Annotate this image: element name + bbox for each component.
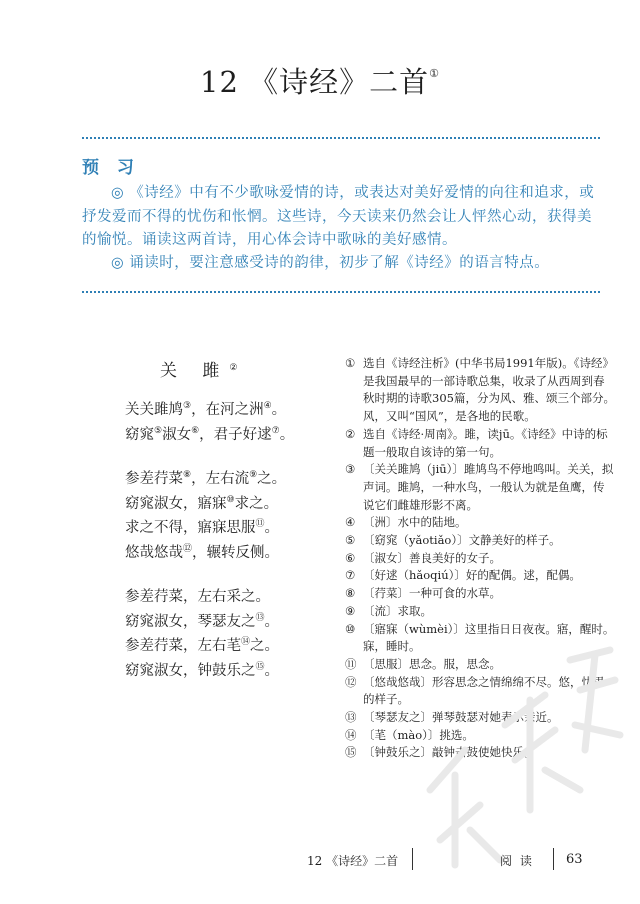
poem-line	[125, 423, 294, 444]
footnote	[345, 567, 615, 585]
footnote-ref: ⑨	[249, 470, 258, 480]
footnote-number: ⑮	[345, 745, 357, 760]
footnote	[345, 426, 615, 461]
footnote	[345, 355, 615, 426]
footnote-text: 〔关关雎鸠（jiū）〕雎鸠鸟不停地鸣叫。关关，拟声词。雎鸠，一种水鸟，一般认为就是鱼鹰，传说它们雌雄形影不离。	[363, 462, 614, 512]
poem-text: ，辗转反侧。	[192, 544, 280, 561]
footnote-ref: ⑦	[271, 425, 280, 436]
footnote-number: ⑦	[345, 568, 356, 583]
poem-text: 求之不得，寤寐思服	[125, 520, 256, 536]
footnote-ref: ⑤	[154, 425, 163, 436]
footnote-number: ⑧	[345, 586, 356, 601]
footnote-ref: ⑭	[241, 637, 251, 647]
footnote-number: ⑤	[345, 533, 356, 548]
poem-text: 参差荇菜，左右采之。	[125, 589, 270, 605]
footnote-number: ④	[345, 515, 356, 530]
footnote-number: ③	[345, 462, 356, 477]
footnote	[345, 532, 615, 550]
poem-text: 之。	[250, 638, 280, 654]
footnote-number: ⑪	[345, 656, 357, 671]
footnote-text: 〔流〕求取。	[363, 603, 432, 618]
footnote-number: ⑬	[345, 710, 357, 725]
footnote-ref: ⑧	[183, 470, 192, 480]
divider-bottom	[82, 291, 600, 293]
page-number: 63	[566, 852, 583, 867]
footnote-text: 〔窈窕（yǎotiǎo）〕文静美好的样子。	[363, 533, 561, 548]
poem-text: 。	[264, 613, 280, 630]
footnote-ref: ⑩	[226, 494, 235, 505]
footer-separator	[412, 848, 413, 870]
footnote-text: 〔悠哉悠哉〕形容思念之情绵绵不尽。悠，忧思的样子。	[363, 674, 605, 707]
title-note-ref: ①	[429, 67, 440, 81]
footnote-text: 〔钟鼓乐之〕敲钟击鼓使她快乐。	[363, 745, 536, 760]
poem-line	[125, 634, 279, 655]
footnote-text: 选自《诗经·周南》。雎，读jū。《诗经》中诗的标题一般取自该诗的第一句。	[363, 426, 608, 459]
preview-heading: 预 习	[82, 158, 140, 178]
poem-text: ，左右流	[191, 471, 250, 487]
footnote-text: 〔寤寐（wùmèi）〕这里指日日夜夜。寤，醒时。寐，睡时。	[363, 621, 615, 654]
footnote-ref: ⑪	[255, 519, 265, 529]
footnote-ref: ⑬	[255, 612, 265, 623]
footnote-number: ①	[345, 356, 356, 370]
footnote-number: ⑨	[345, 603, 356, 618]
poem-line	[125, 585, 270, 606]
poem-text: 求之。	[234, 495, 279, 512]
footnote-text: 〔荇菜〕一种可食的水草。	[363, 586, 501, 601]
poem-text: 悠哉悠哉	[125, 544, 183, 561]
footer-section: 阅 读	[500, 854, 534, 868]
footer-separator	[553, 848, 554, 870]
poem-text: 关关雎鸠	[125, 402, 183, 418]
poem-line	[125, 398, 286, 419]
poem-text: 。	[264, 520, 280, 536]
poem-text: ，在河之洲	[191, 402, 264, 418]
watermark-graphic	[410, 640, 630, 880]
footnote-number: ②	[345, 426, 356, 441]
lesson-title: 12 《诗经》二首①	[200, 65, 440, 99]
poem-line	[125, 467, 286, 488]
footnote-ref: ⑥	[191, 425, 200, 436]
footnote-text: 选自《诗经注析》(中华书局1991年版)。《诗经》是我国最早的一部诗歌总集，收录了从西周到春秋时期的诗歌305篇，分为风、雅、颂三个部分。风，又叫“国风”，是各地的民歌。	[363, 356, 615, 424]
poem-line	[125, 492, 278, 513]
divider-top	[82, 137, 600, 139]
footnote	[345, 585, 615, 603]
poem-text: 窈窕淑女，琴瑟友之	[125, 613, 256, 630]
footnote-ref: ③	[183, 401, 192, 411]
footnote-number: ⑭	[345, 727, 357, 742]
poem-text: 。	[279, 426, 295, 443]
poem-text: 。	[264, 662, 280, 679]
footnote-text: 〔淑女〕善良美好的女子。	[363, 550, 501, 565]
footnote-text: 〔芼（mào）〕挑选。	[363, 727, 474, 742]
poem-title: 关 雎②	[160, 361, 248, 381]
poem-text: ，君子好逑	[199, 426, 272, 443]
poem-line	[125, 516, 279, 537]
footnote	[345, 461, 615, 514]
footnote-ref: ④	[263, 401, 272, 411]
footnote-number: ⑥	[345, 550, 356, 565]
poem-line	[125, 541, 279, 562]
poem-text: 窈窕	[125, 426, 154, 443]
poem-text: 淑女	[162, 426, 192, 443]
poem-line	[125, 610, 279, 631]
poem-text: 之。	[257, 471, 287, 487]
footnote-ref: ⑫	[183, 543, 193, 554]
footnote-ref: ⑮	[255, 661, 265, 672]
poem-text: 参差荇菜，左右芼	[125, 638, 241, 654]
footnote-text: 〔好逑（hǎoqiú）〕好的配偶。逑，配偶。	[363, 568, 581, 583]
poem-text: 窈窕淑女，寤寐	[125, 495, 227, 512]
poem-text: 窈窕淑女，钟鼓乐之	[125, 662, 256, 679]
footnote-text: 〔思服〕思念。服，思念。	[363, 656, 501, 671]
poem-line	[125, 659, 279, 680]
footnote-text: 〔琴瑟友之〕弹琴鼓瑟对她表示亲近。	[363, 710, 559, 725]
footnote-number: ⑫	[345, 674, 357, 689]
poem-text: 参差荇菜	[125, 471, 183, 487]
footnote	[345, 550, 615, 568]
footnote	[345, 603, 615, 621]
footnote	[345, 514, 615, 532]
footnote-text: 〔洲〕水中的陆地。	[363, 515, 467, 530]
preview-paragraph-2: ◎ 诵读时，要注意感受诗的韵律，初步了解《诗经》的语言特点。	[111, 255, 550, 271]
footer-lesson: 12 《诗经》二首	[307, 854, 399, 868]
footnote-number: ⑩	[345, 621, 356, 636]
poem-text: 。	[271, 402, 287, 418]
preview-paragraph-1: ◎ 《诗经》中有不少歌咏爱情的诗，或表达对美好爱情的向往和追求，或抒发爱而不得的忧伤和怅惘。这些诗，今天读来仍然会让人怦然心动，获得美的愉悦。诵读这两首诗，用心体会诗中歌咏的美好感情。	[82, 185, 595, 248]
